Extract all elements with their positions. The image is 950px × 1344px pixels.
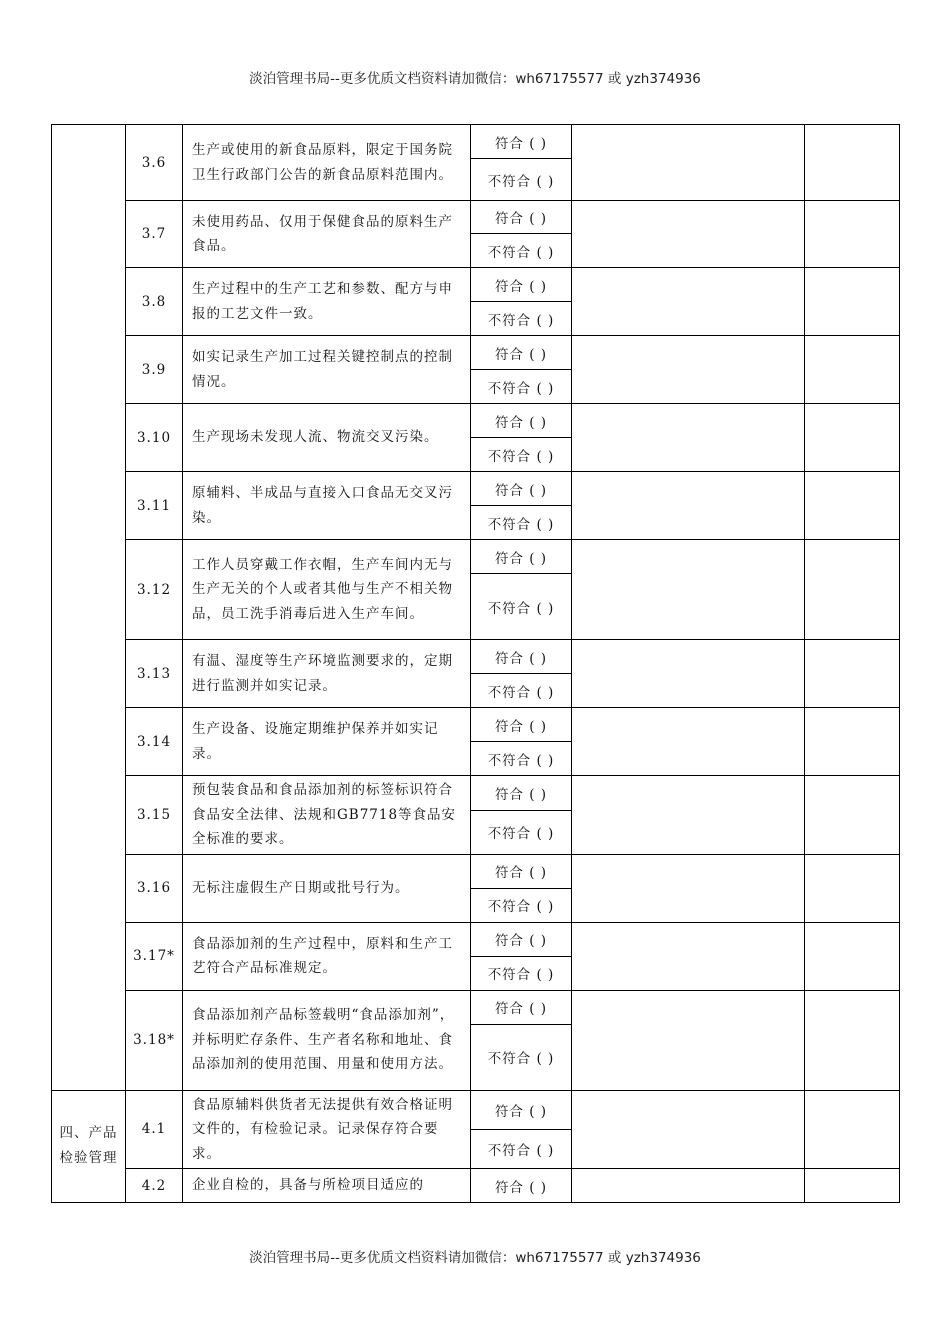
note-cell[interactable] [805, 776, 900, 855]
conform-option[interactable]: 符合 ( ) [471, 1090, 572, 1129]
remark-cell[interactable] [572, 1090, 805, 1169]
nonconform-option[interactable]: 不符合 ( ) [471, 956, 572, 990]
conform-option[interactable]: 符合 ( ) [471, 336, 572, 370]
item-number: 3.16 [126, 854, 183, 922]
remark-cell[interactable] [572, 708, 805, 776]
nonconform-option[interactable]: 不符合 ( ) [471, 674, 572, 708]
conform-option[interactable]: 符合 ( ) [471, 472, 572, 506]
page-header: 淡泊管理书局--更多优质文档资料请加微信：wh67175577 或 yzh374936 [249, 71, 701, 87]
item-number: 3.10 [126, 404, 183, 472]
conform-option[interactable]: 符合 ( ) [471, 990, 572, 1024]
note-cell[interactable] [805, 1169, 900, 1203]
nonconform-option[interactable]: 不符合 ( ) [471, 574, 572, 640]
note-cell[interactable] [805, 336, 900, 404]
remark-cell[interactable] [572, 1169, 805, 1203]
item-description: 无标注虚假生产日期或批号行为。 [183, 854, 471, 922]
remark-cell[interactable] [572, 268, 805, 336]
section-4-title: 四、产品检验管理 [52, 1090, 126, 1203]
item-description: 预包装食品和食品添加剂的标签标识符合食品安全法律、法规和GB7718等食品安全标准的要求。 [183, 776, 471, 855]
item-number: 3.15 [126, 776, 183, 855]
conform-option[interactable]: 符合 ( ) [471, 1169, 572, 1203]
remark-cell[interactable] [572, 922, 805, 990]
section-cell-3 [52, 125, 126, 1091]
conform-option[interactable]: 符合 ( ) [471, 201, 572, 234]
remark-cell[interactable] [572, 640, 805, 708]
item-description: 生产或使用的新食品原料，限定于国务院卫生行政部门公告的新食品原料范围内。 [183, 125, 471, 201]
remark-cell[interactable] [572, 404, 805, 472]
nonconform-option[interactable]: 不符合 ( ) [471, 506, 572, 540]
item-number: 3.17* [126, 922, 183, 990]
conform-option[interactable]: 符合 ( ) [471, 268, 572, 302]
item-description: 食品添加剂产品标签载明“食品添加剂”，并标明贮存条件、生产者名称和地址、食品添加剂的使用范围、用量和使用方法。 [183, 990, 471, 1090]
inspection-checklist-table [51, 124, 900, 1203]
note-cell[interactable] [805, 640, 900, 708]
conform-option[interactable]: 符合 ( ) [471, 125, 572, 159]
item-description: 食品添加剂的生产过程中，原料和生产工艺符合产品标准规定。 [183, 922, 471, 990]
nonconform-option[interactable]: 不符合 ( ) [471, 1129, 572, 1168]
note-cell[interactable] [805, 1090, 900, 1169]
note-cell[interactable] [805, 540, 900, 640]
nonconform-option[interactable]: 不符合 ( ) [471, 370, 572, 404]
nonconform-option[interactable]: 不符合 ( ) [471, 302, 572, 336]
nonconform-option[interactable]: 不符合 ( ) [471, 888, 572, 922]
nonconform-option[interactable]: 不符合 ( ) [471, 1024, 572, 1090]
item-description: 生产现场未发现人流、物流交叉污染。 [183, 404, 471, 472]
page-footer: 淡泊管理书局--更多优质文档资料请加微信：wh67175577 或 yzh374936 [249, 1250, 701, 1266]
remark-cell[interactable] [572, 472, 805, 540]
conform-option[interactable]: 符合 ( ) [471, 540, 572, 574]
item-description: 生产设备、设施定期维护保养并如实记录。 [183, 708, 471, 776]
note-cell[interactable] [805, 404, 900, 472]
item-number: 4.2 [126, 1169, 183, 1203]
item-number: 3.12 [126, 540, 183, 640]
remark-cell[interactable] [572, 854, 805, 922]
item-number: 4.1 [126, 1090, 183, 1169]
item-number: 3.14 [126, 708, 183, 776]
item-description: 工作人员穿戴工作衣帽，生产车间内无与生产无关的个人或者其他与生产不相关物品，员工洗手消毒后进入生产车间。 [183, 540, 471, 640]
conform-option[interactable]: 符合 ( ) [471, 854, 572, 888]
item-number: 3.13 [126, 640, 183, 708]
item-description: 如实记录生产加工过程关键控制点的控制情况。 [183, 336, 471, 404]
remark-cell[interactable] [572, 540, 805, 640]
conform-option[interactable]: 符合 ( ) [471, 922, 572, 956]
note-cell[interactable] [805, 708, 900, 776]
remark-cell[interactable] [572, 990, 805, 1090]
note-cell[interactable] [805, 854, 900, 922]
remark-cell[interactable] [572, 336, 805, 404]
item-number: 3.7 [126, 201, 183, 268]
conform-option[interactable]: 符合 ( ) [471, 640, 572, 674]
item-description: 企业自检的，具备与所检项目适应的 [183, 1169, 471, 1203]
item-number: 3.6 [126, 125, 183, 201]
nonconform-option[interactable]: 不符合 ( ) [471, 438, 572, 472]
conform-option[interactable]: 符合 ( ) [471, 404, 572, 438]
nonconform-option[interactable]: 不符合 ( ) [471, 742, 572, 776]
item-number: 3.18* [126, 990, 183, 1090]
note-cell[interactable] [805, 990, 900, 1090]
remark-cell[interactable] [572, 125, 805, 201]
note-cell[interactable] [805, 922, 900, 990]
item-description: 未使用药品、仅用于保健食品的原料生产食品。 [183, 201, 471, 268]
item-description: 有温、湿度等生产环境监测要求的，定期进行监测并如实记录。 [183, 640, 471, 708]
item-description: 食品原辅料供货者无法提供有效合格证明文件的，有检验记录。记录保存符合要求。 [183, 1090, 471, 1169]
item-description: 原辅料、半成品与直接入口食品无交叉污染。 [183, 472, 471, 540]
note-cell[interactable] [805, 201, 900, 268]
conform-option[interactable]: 符合 ( ) [471, 708, 572, 742]
nonconform-option[interactable]: 不符合 ( ) [471, 159, 572, 201]
note-cell[interactable] [805, 125, 900, 201]
nonconform-option[interactable]: 不符合 ( ) [471, 234, 572, 268]
note-cell[interactable] [805, 472, 900, 540]
note-cell[interactable] [805, 268, 900, 336]
nonconform-option[interactable]: 不符合 ( ) [471, 811, 572, 854]
item-number: 3.11 [126, 472, 183, 540]
item-description: 生产过程中的生产工艺和参数、配方与申报的工艺文件一致。 [183, 268, 471, 336]
remark-cell[interactable] [572, 201, 805, 268]
item-number: 3.8 [126, 268, 183, 336]
item-number: 3.9 [126, 336, 183, 404]
conform-option[interactable]: 符合 ( ) [471, 776, 572, 811]
remark-cell[interactable] [572, 776, 805, 855]
